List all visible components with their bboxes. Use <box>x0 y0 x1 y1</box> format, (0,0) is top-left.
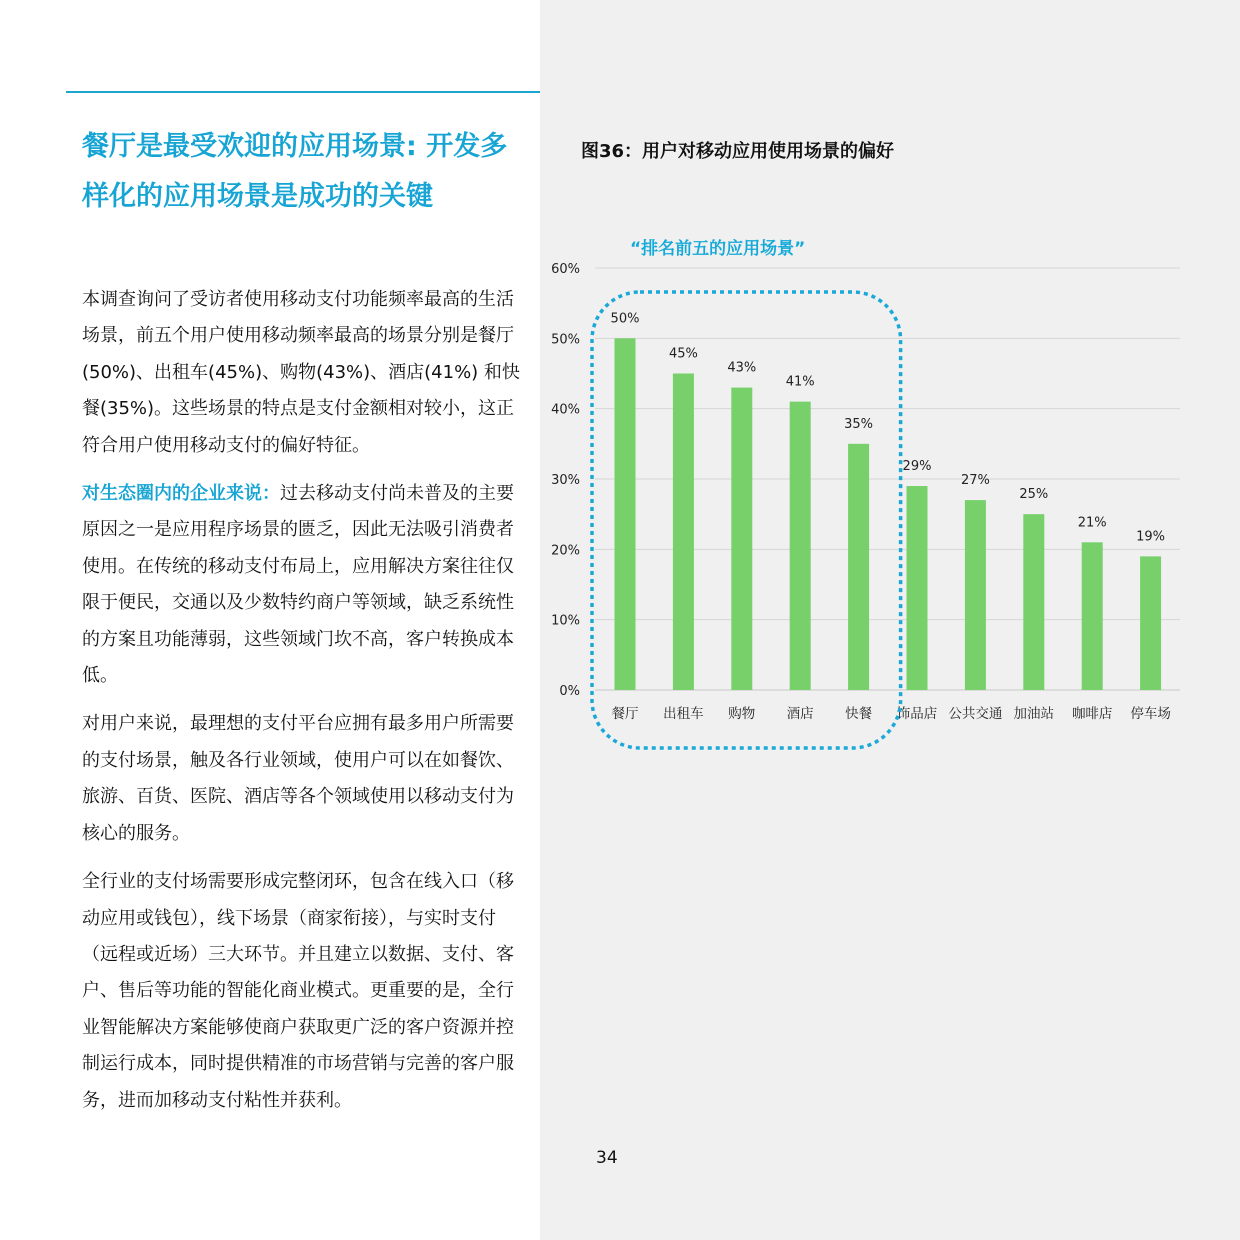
paragraph-2-lead: 对生态圈内的企业来说： <box>82 483 280 505</box>
chart-annotation: “排名前五的应用场景” <box>630 239 806 259</box>
top-rule <box>66 91 540 93</box>
figure-title: 图36：用户对移动应用使用场景的偏好 <box>581 141 895 162</box>
x-category-label: 购物 <box>728 706 756 722</box>
bar <box>848 444 869 690</box>
bar-value-label: 27% <box>960 473 990 489</box>
bar <box>965 500 986 690</box>
bar-value-label: 19% <box>1136 529 1166 545</box>
bar-value-label: 25% <box>1019 487 1049 503</box>
bar-value-label: 29% <box>902 459 932 475</box>
y-tick-label: 40% <box>551 402 580 418</box>
bar-value-label: 35% <box>844 416 874 432</box>
x-category-label: 停车场 <box>1130 706 1171 722</box>
y-tick-label: 0% <box>559 684 580 699</box>
bar <box>1082 542 1103 690</box>
x-category-label: 咖啡店 <box>1071 706 1113 722</box>
bar-value-label: 41% <box>785 374 815 390</box>
y-tick-label: 20% <box>551 543 580 559</box>
y-tick-label: 30% <box>551 473 580 488</box>
bar-value-label: 21% <box>1077 515 1107 531</box>
bar-chart <box>540 240 1220 760</box>
body-text <box>82 282 522 1131</box>
y-tick-label: 60% <box>551 262 580 277</box>
paragraph-2 <box>82 476 522 694</box>
bar-value-label: 43% <box>727 360 757 376</box>
bar <box>615 338 636 690</box>
x-category-label: 餐厅 <box>611 706 639 722</box>
x-category-label: 饰品店 <box>896 706 938 722</box>
paragraph-3: 对用户来说，最理想的支付平台应拥有最多用户所需要的支付场景，触及各行业领域，使用户可以在如餐饮、旅游、百货、医院、酒店等各个领域使用以移动支付为核心的服务。 <box>82 713 514 844</box>
paragraph-1: 本调查询问了受访者使用移动支付功能频率最高的生活场景，前五个用户使用移动频率最高的场景分别是餐厅(50%)、出租车(45%)、购物(43%)、酒店(41%) 和快餐(35%)。这些场景的特点是支付金额相对较小，这正符合用户使用移动支付的偏好特征。 <box>82 289 520 456</box>
page-number: 34 <box>596 1148 618 1168</box>
bar <box>731 388 752 690</box>
bar <box>907 486 928 690</box>
page-title: 餐厅是最受欢迎的应用场景: 开发多样化的应用场景是成功的关键 <box>82 131 508 212</box>
y-tick-label: 10% <box>551 613 580 629</box>
x-category-label: 酒店 <box>786 706 814 722</box>
paragraph-4: 全行业的支付场需要形成完整闭环，包含在线入口（移动应用或钱包），线下场景（商家衔接），与实时支付（远程或近场）三大环节。并且建立以数据、支付、客户、售后等功能的智能化商业模式。更重要的是，全行业智能解决方案能够使商户获取更广泛的客户资源并控制运行成本，同时提供精准的市场营销与完善的客户服务，进而加移动支付粘性并获利。 <box>82 871 514 1111</box>
x-category-label: 出租车 <box>663 706 704 722</box>
bar-value-label: 50% <box>610 311 640 327</box>
bar <box>673 374 694 691</box>
y-tick-label: 50% <box>551 332 580 348</box>
x-category-label: 公共交通 <box>948 706 1003 722</box>
x-category-label: 加油站 <box>1013 706 1055 722</box>
bar <box>790 402 811 690</box>
paragraph-2-body: 过去移动支付尚未普及的主要原因之一是应用程序场景的匮乏，因此无法吸引消费者使用。在传统的移动支付布局上，应用解决方案往往仅限于便民，交通以及少数特约商户等领域，缺乏系统性的方案且功能薄弱，这些领域门坎不高，客户转换成本低。 <box>82 483 514 687</box>
bar <box>1140 556 1161 690</box>
bar <box>1023 514 1044 690</box>
x-category-label: 快餐 <box>845 706 873 722</box>
bar-value-label: 45% <box>668 346 698 362</box>
